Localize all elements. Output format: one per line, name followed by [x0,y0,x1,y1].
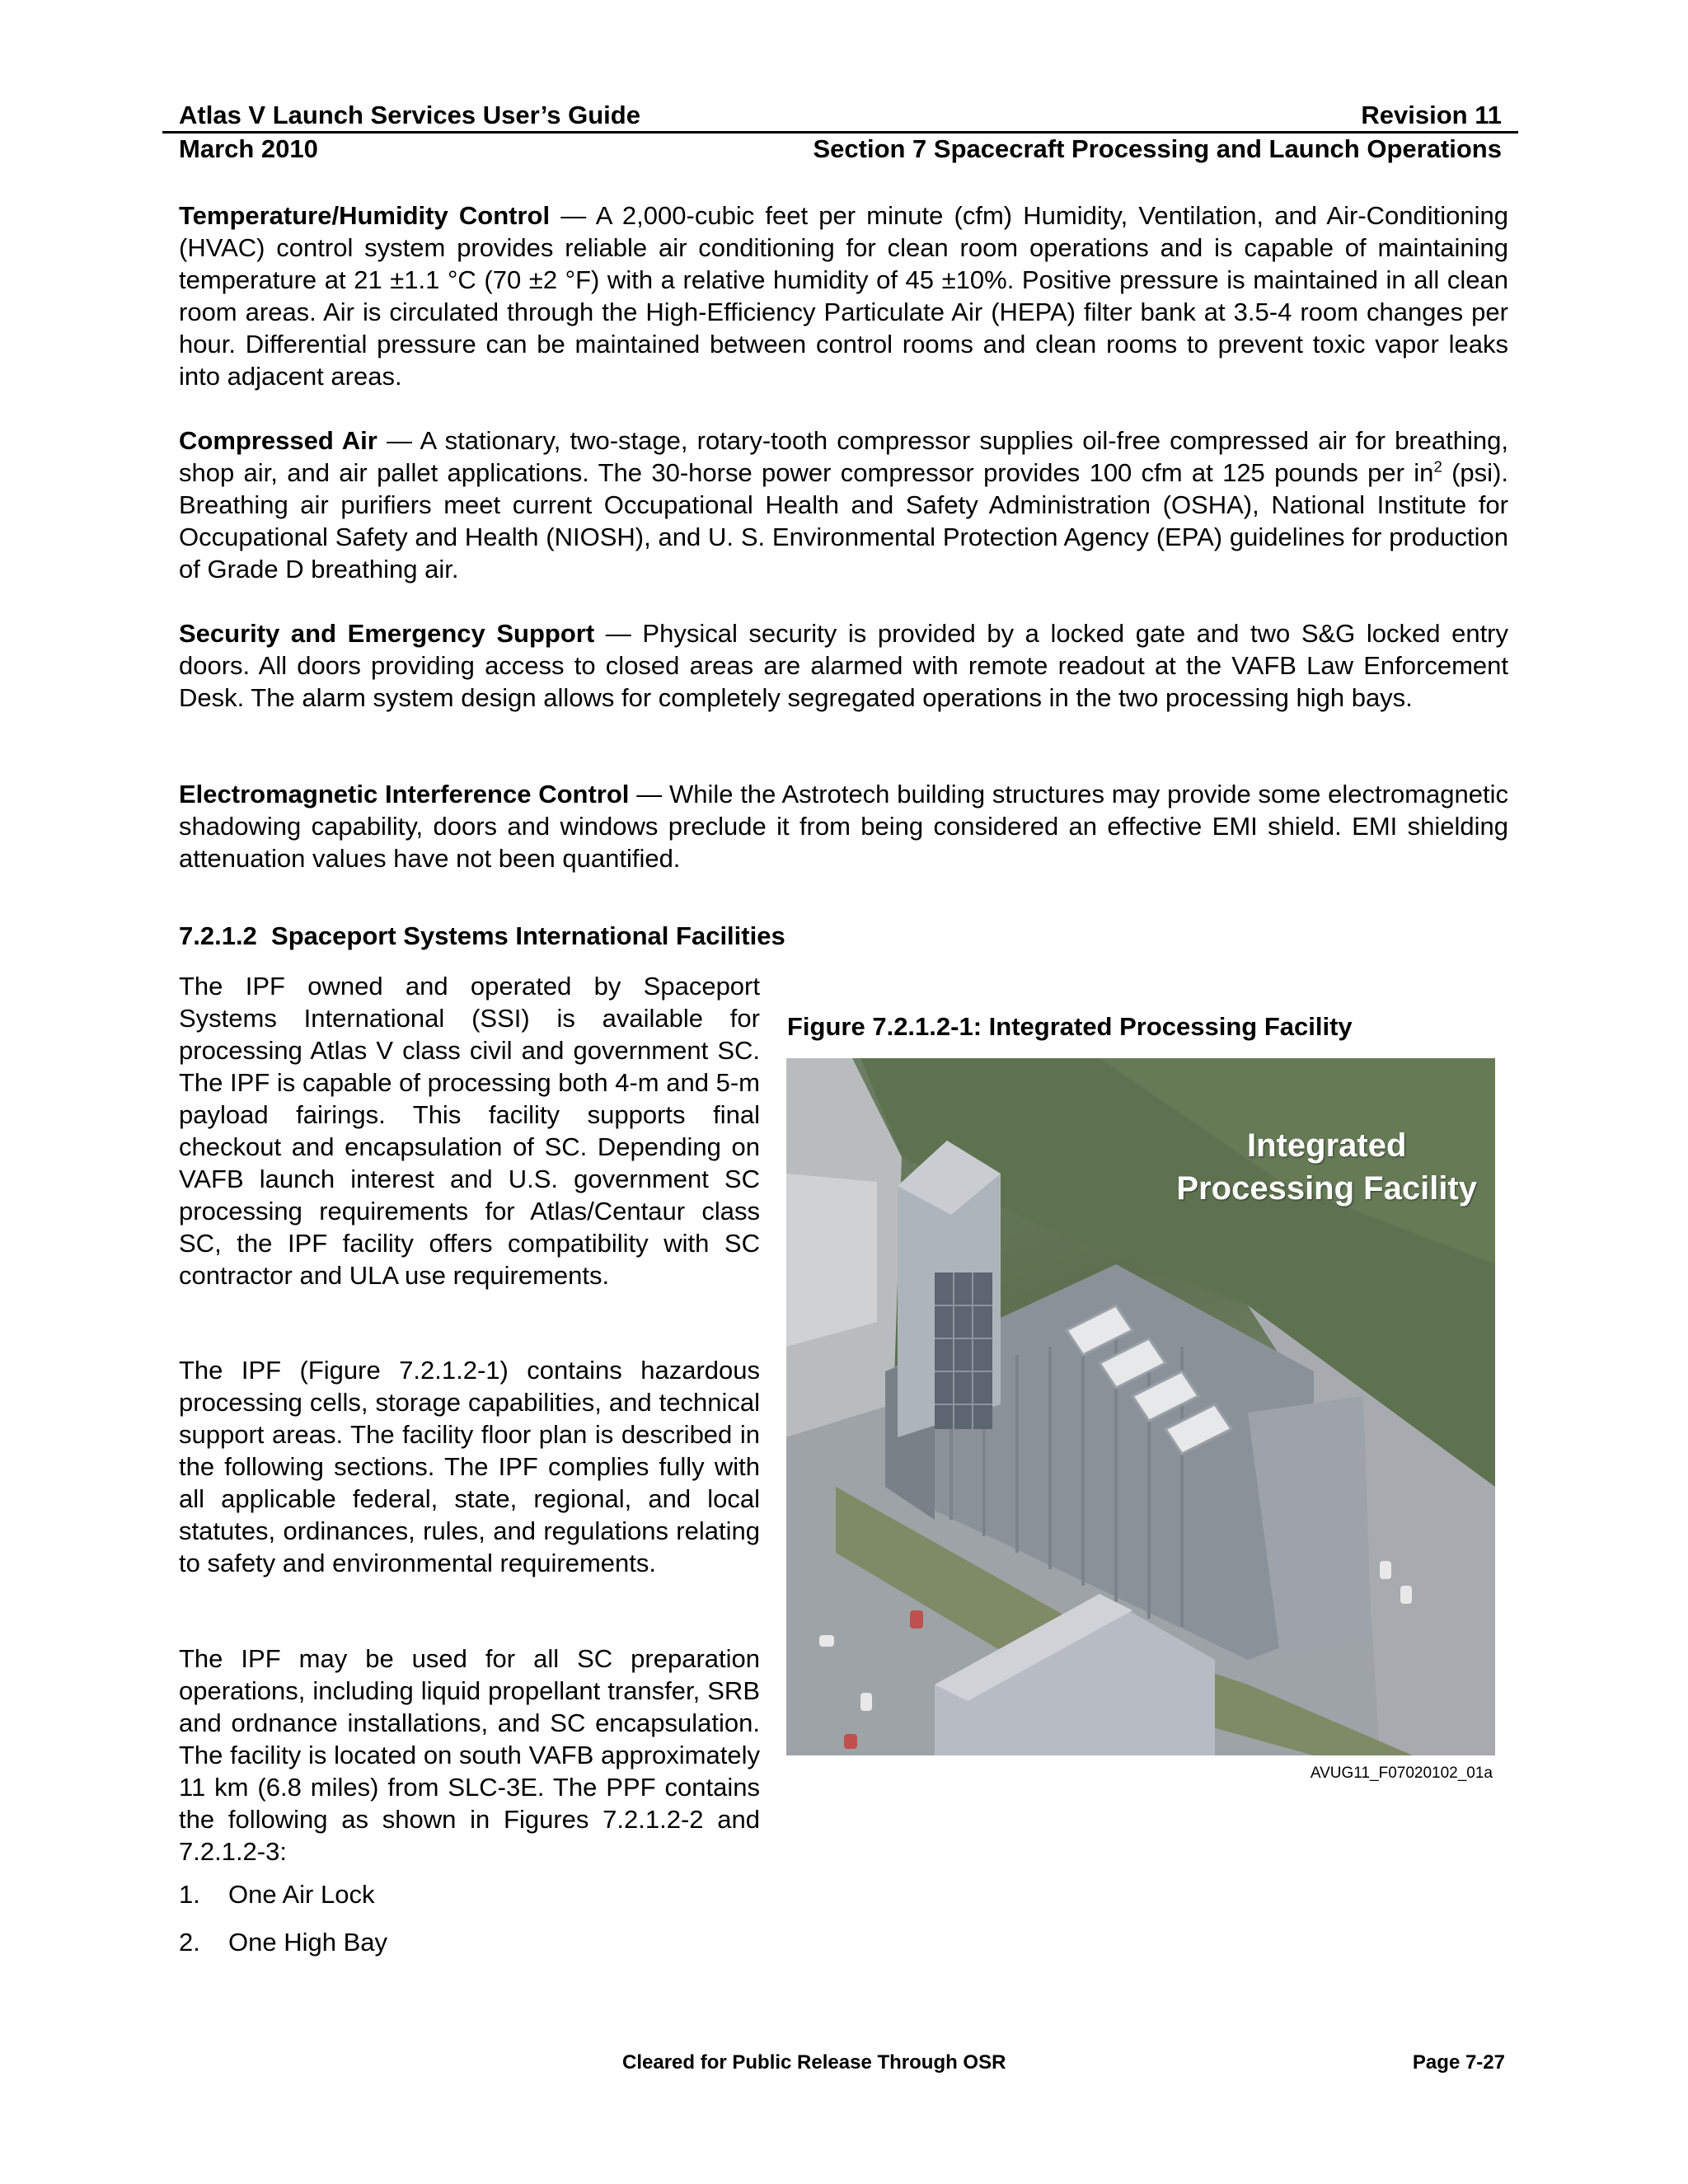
paragraph-text: While the Astrotech building structures may provide some electromagnetic shadowing capability, doors and windows preclude it from being considered an effective EMI shield. EMI shielding attenuation values have not been quantified. [179,780,1508,873]
paragraph-lead: Compressed Air [179,426,377,455]
paragraph-security-emergency [179,617,1508,714]
facility-aerial-photo [786,1058,1495,1755]
section-paragraph-3: The IPF may be used for all SC preparation operations, including liquid propellant transfer, SRB and ordnance installations, and SC encapsulation. The facility is located on south VAFB approximately 11 km (6.8 miles) from SLC-3E. The PPF contains the following as shown in Figures 7.2.1.2-2 and 7.2.1.2-3: [179,1644,760,1866]
document-date: March 2010 [179,134,318,163]
em-dash: — [594,619,643,648]
section-number: 7.2.1.2 [179,921,257,950]
release-statement: Cleared for Public Release Through OSR [622,2051,1006,2074]
em-dash: — [629,780,669,808]
section-heading [179,921,785,952]
section-paragraph-2: The IPF (Figure 7.2.1.2-1) contains hazardous processing cells, storage capabilities, and technical support areas. The facility floor plan is described in the following sections. The IPF complies fully with all applicable federal, state, regional, and local statutes, ordinances, rules, and regulations relating to safety and environmental requirements. [179,1356,760,1577]
paragraph-compressed-air [179,424,1508,585]
paragraph-emi-control [179,778,1508,874]
paragraph-lead: Temperature/Humidity Control [179,201,551,230]
paragraph-text: Physical security is provided by a locked gate and two S&G locked entry doors. All doors providing access to closed areas are alarmed with remote readout at the VAFB Law Enforcement Desk. The alarm system design allows for completely segregated operations in the two processing high bays. [179,619,1509,712]
list-label: One Air Lock [228,1880,375,1909]
photo-label-line-1: Integrated [1247,1127,1407,1164]
revision-label: Revision 11 [1361,101,1502,129]
list-number: 2. [179,1928,200,1957]
list-item [179,1879,374,1910]
paragraph-lead: Security and Emergency Support [179,619,595,648]
list-item [179,1927,387,1958]
paragraph-text-continued: (psi). Breathing air purifiers meet current Occupational Health and Safety Administration (OSHA), National Institute for Occupational Safety and Health (NIOSH), and U. S. Environmental Protection Agency (EPA) guidelines for production of Grade D breathing air. [179,458,1508,583]
header-rule [162,131,1518,134]
figure-id: AVUG11_F07020102_01a [1310,1765,1493,1782]
superscript: 2 [1433,457,1442,476]
paragraph-lead: Electromagnetic Interference Control [179,780,630,808]
em-dash: — [550,201,596,230]
section-title: Section 7 Spacecraft Processing and Launch Operations [813,134,1502,163]
document-title: Atlas V Launch Services User’s Guide [179,101,640,129]
photo-overlay-label [1176,1124,1477,1210]
figure-title: Figure 7.2.1.2-1: Integrated Processing Facility [787,1012,1353,1041]
paragraph-text: A stationary, two-stage, rotary-tooth compressor supplies oil-free compressed air for breathing, shop air, and air pallet applications. The 30-horse power compressor provides 100 cfm at 125 pounds per in [179,426,1509,487]
paragraph-temperature-humidity [179,199,1508,392]
section-paragraph-1: The IPF owned and operated by Spaceport Systems International (SSI) is available for processing Atlas V class civil and government SC. The IPF is capable of processing both 4-m and 5-m payload fairings. This facility supports final checkout and encapsulation of SC. Depending on VAFB launch interest and U.S. government SC processing requirements for Atlas/Centaur class SC, the IPF facility offers compatibility with SC contractor and ULA use requirements. [179,972,760,1290]
em-dash: — [377,426,420,455]
list-label: One High Bay [228,1928,387,1957]
section-heading-text: Spaceport Systems International Facilities [271,921,785,950]
list-number: 1. [179,1880,200,1909]
page-number: Page 7-27 [1412,2051,1505,2074]
paragraph-text: A 2,000-cubic feet per minute (cfm) Humidity, Ventilation, and Air-Conditioning (HVAC) control system provides reliable air conditioning for clean room operations and is capable of maintaining temperature at 21 ±1.1 °C (70 ±2 °F) with a relative humidity of 45 ±10%. Positive pressure is maintained in all clean room areas. Air is circulated through the High-Efficiency Particulate Air (HEPA) filter bank at 3.5-4 room changes per hour. Differential pressure can be maintained between control rooms and clean rooms to prevent toxic vapor leaks into adjacent areas. [179,201,1508,391]
photo-label-line-2: Processing Facility [1176,1170,1477,1207]
